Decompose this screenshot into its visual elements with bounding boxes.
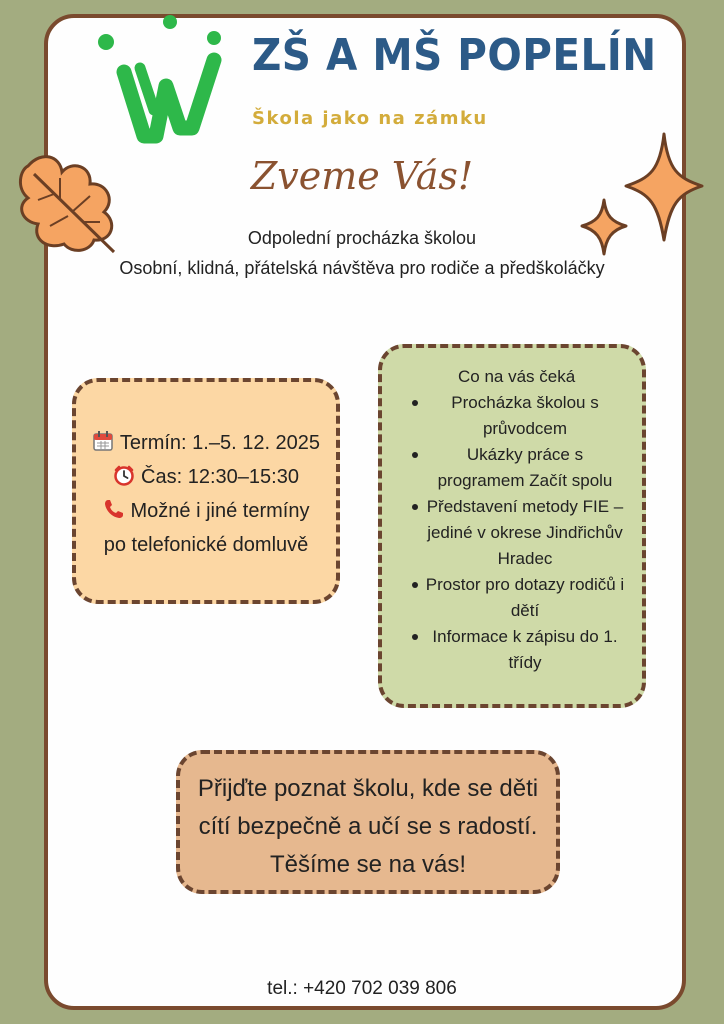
date-text: Termín: 1.–5. 12. 2025 bbox=[119, 432, 321, 454]
offer-box bbox=[378, 344, 646, 708]
offer-item: Informace k zápisu do 1. třídy bbox=[398, 624, 626, 676]
crown-logo-icon bbox=[94, 14, 234, 144]
closing-box bbox=[176, 750, 560, 894]
subtitle-line-1: Odpolední procházka školou bbox=[247, 228, 477, 248]
time-line bbox=[84, 460, 328, 494]
offer-title: Co na vás čeká bbox=[458, 367, 576, 386]
schedule-box bbox=[72, 378, 340, 604]
school-motto: Škola jako na zámku bbox=[252, 108, 488, 129]
offer-item: Ukázky práce s programem Začít spolu bbox=[398, 442, 626, 494]
offer-item: Procházka školou s průvodcem bbox=[398, 390, 626, 442]
offer-item: Prostor pro dotazy rodičů i dětí bbox=[398, 572, 626, 624]
offer-list bbox=[398, 390, 626, 676]
other-dates-line-2: po telefonické domluvě bbox=[103, 534, 309, 556]
calendar-icon bbox=[92, 430, 114, 452]
footer-phone: tel.: +420 702 039 806 bbox=[267, 978, 457, 999]
telephone-icon bbox=[103, 498, 125, 520]
invitation-title: Zveme Vás! bbox=[250, 154, 474, 198]
alarm-clock-icon bbox=[113, 464, 135, 486]
other-dates-text: Možné i jiné termíny bbox=[130, 500, 310, 522]
date-line bbox=[84, 426, 328, 460]
closing-line-1: Přijďte poznat školu, kde se děti bbox=[197, 775, 539, 802]
school-name: ZŠ A MŠ POPELÍN bbox=[252, 30, 657, 81]
closing-line-3: Těšíme se na vás! bbox=[269, 851, 467, 878]
closing-line-2: cítí bezpečně a učí se s radostí. bbox=[198, 813, 538, 840]
offer-item: Představení metody FIE – jediné v okrese Jindřichův Hradec bbox=[398, 494, 626, 572]
subtitle-line-2: Osobní, klidná, přátelská návštěva pro rodiče a předškoláčky bbox=[119, 258, 605, 278]
other-dates-line bbox=[84, 494, 328, 528]
time-text: Čas: 12:30–15:30 bbox=[141, 466, 299, 488]
